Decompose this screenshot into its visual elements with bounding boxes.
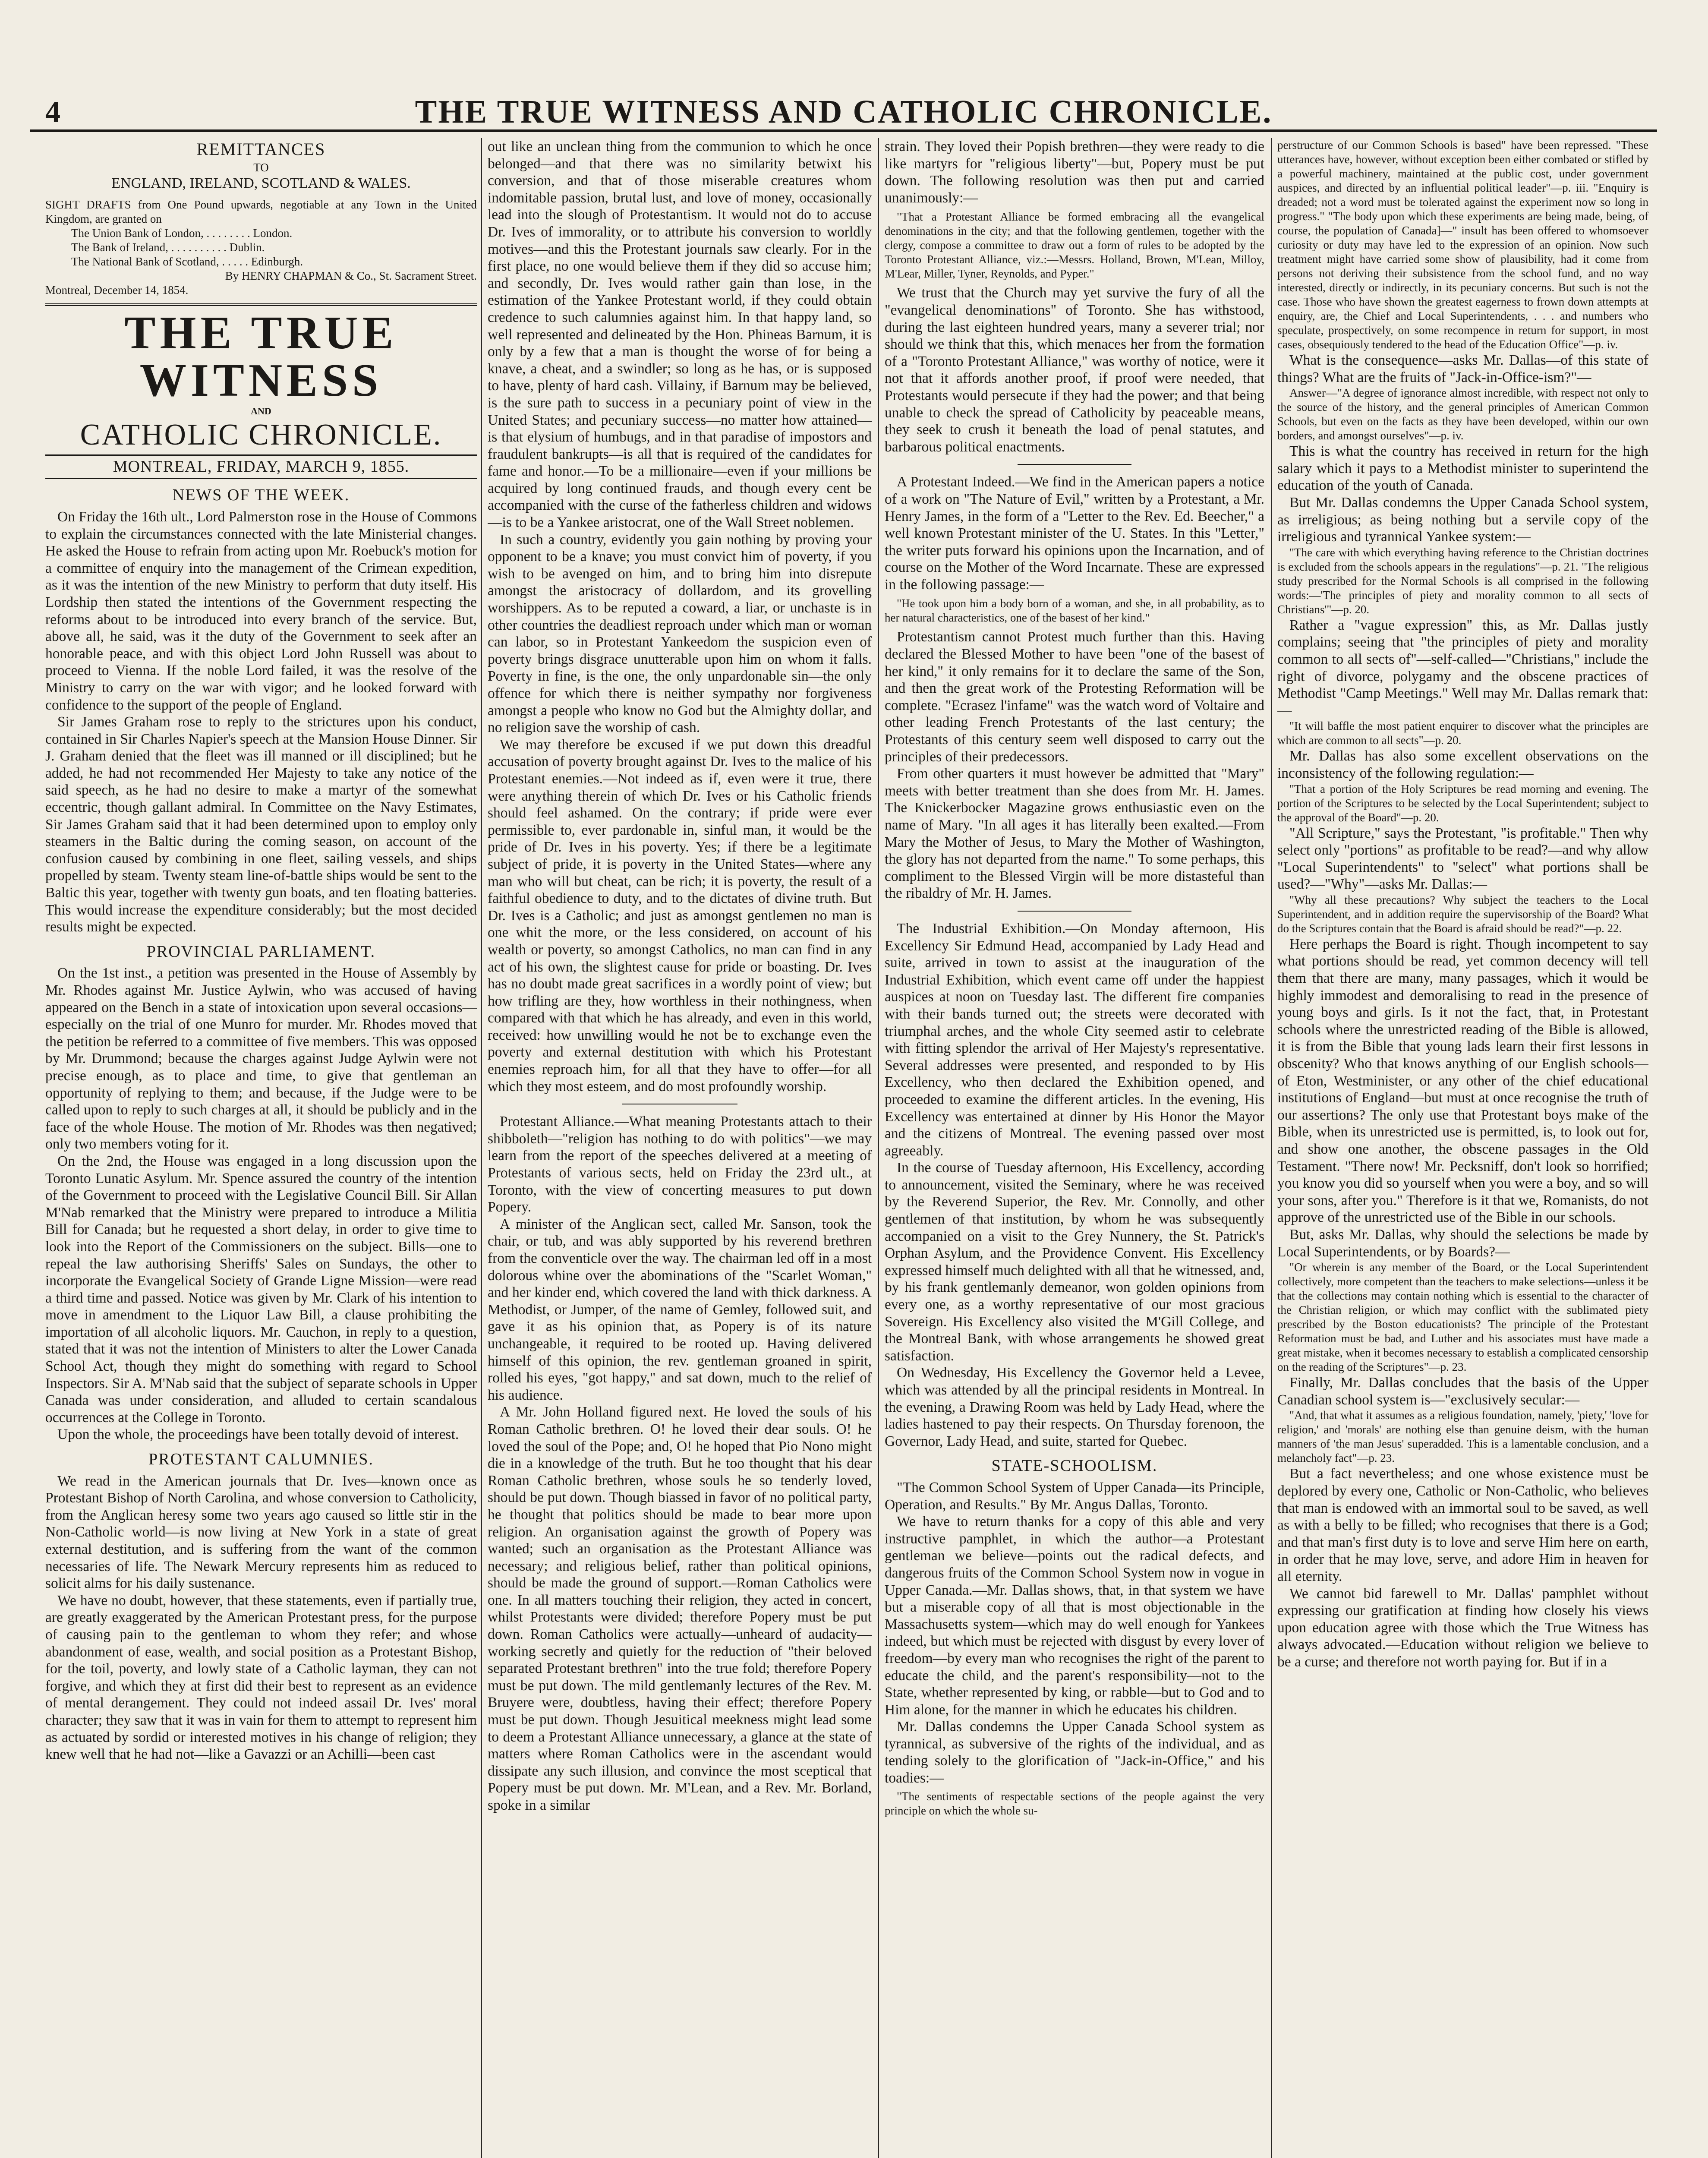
quoted-passage: "Why all these precautions? Why subject the teachers to the Local Superintendent, and in addition require the supervisorship of the Board? What do the Scriptures contain that the Board is afraid should be read?"—p. 22. [1277,893,1648,935]
quoted-passage: "It will baffle the most patient enquirer to discover what the principles are which are common to all sects"—p. 20. [1277,719,1648,747]
article-divider [1018,464,1131,465]
article-paragraph: In such a country, evidently you gain nothing by proving your opponent to be a knave; you must convict him of poverty, if you wish to be avenged on him, and to bring him into disrepute amongst the aristocracy of dollardom, and its grovelling worshippers. As to be reputed a coward, a liar, or unchaste is in other countries the deadliest reproach under which man or woman can labor, so in Protestant Yankeedom the suspicion even of poverty brings disgrace unutterable upon him on whom it falls. Poverty in fine, is the one, the only unpardonable sin—the only offence for which there is neither sympathy nor forgiveness amongst a people who know no God but the Almighty dollar, and no religion save the worship of cash. [488,531,872,736]
quoted-passage: "Or wherein is any member of the Board, or the Local Superintendent collectively, more competent than the teachers to make selections—unless it be that the collections may contain nothing which is essential to the character of the Christian religion, or which may conflict with the sublimated piety prescribed by the Boston educationists? The principle of the Protestant Reformation must be bad, and Luther and his associates must have made a great mistake, when it becomes necessary to establish a complicated censorship on the reading of the Scriptures"—p. 23. [1277,1261,1648,1374]
running-title: THE TRUE WITNESS AND CATHOLIC CHRONICLE. [415,94,1273,130]
page-header [30,91,1657,132]
article-paragraph: But Mr. Dallas condemns the Upper Canada School system, as irreligious; as being nothing but a servile copy of the irreligious and tyrannical Yankee system:— [1277,494,1648,545]
page-number: 4 [45,95,60,129]
article-paragraph: On the 1st inst., a petition was presented in the House of Assembly by Mr. Rhodes against Mr. Justice Aylwin, who was accused of having appeared on the Bench in a state of intoxication upon several occasions—especially on the trial of one Munro for murder. Mr. Rhodes moved that the petition be referred to a committee of five members. This was opposed by Mr. Drummond; because the charges against Judge Aylwin were not precise enough, as to place and time, to give that gentleman an opportunity of replying to them; and because, if the Judge were to be called upon to reply to such charges at all, it should be publicly and in the face of the whole House. The motion of Mr. Rhodes was then negatived; only two members voting for it. [45,965,477,1152]
masthead-and: AND [251,406,271,417]
article-paragraph: But, asks Mr. Dallas, why should the selections be made by Local Superintendents, or by Boards?— [1277,1226,1648,1260]
article-paragraph: A Mr. John Holland figured next. He loved the souls of his Roman Catholic brethren. O! he loved their dear souls. O! he loved the soul of the Pope; and, O! he hoped that Pio Nono might die in a knowledge of the truth. But he too thought that his dear Roman Catholic brethren, whose souls he so tenderly loved, should be put down. Though biassed in favor of no political party, he thought that politics should be made to bear more upon religion. An organisation against the growth of Popery was wanted; such an organisation as the Protestant Alliance was necessary; and religious belief, rather than political opinions, should be made the ground of support.—Roman Catholics were one. In all matters touching their religion, they acted in concert, whilst Protestants were divided; therefore Popery must be put down. Roman Catholics were actually—unheard of audacity—working secretly and quietly for the reduction of "their beloved separated Protestant brethren" into the true fold; therefore Popery must be put down. The mild gentlemanly lectures of the Rev. M. Bruyere were, doubtless, having their effect; therefore Popery must be put down. Though Jesuitical meekness might lead some to deem a Protestant Alliance unnecessary, a glance at the state of matters where Roman Catholics were in the ascendant would dissipate any such illusion, and convince the most sceptical that Popery must be put down. Mr. M'Lean, and a Rev. Mr. Borland, spoke in a similar [488,1404,872,1813]
column-2 [488,138,872,2158]
article-paragraph: Rather a "vague expression" this, as Mr. Dallas justly complains; seeing that "the principles of piety and morality common to all sects of"—self-called—"Christians," include the right of divorce, polygamy and the obscene practices of Methodist "Camp Meetings." Well may Mr. Dallas remark that:— [1277,617,1648,719]
article-paragraph: But a fact nevertheless; and one whose existence must be deplored by every one, Catholic or Non-Catholic, who believes that man is endowed with an immortal soul to be saved, as well as with a belly to be filled; who recognises that there is a God; and that man's first duty is to love and serve Him here on earth, in order that he may love, serve, and adore Him in heaven for all eternity. [1277,1466,1648,1584]
article-divider [1018,911,1131,912]
remittances-heading: REMITTANCES [196,139,326,159]
article-paragraph: This is what the country has received in return for the high salary which it pays to a Methodist minister to superintend the education of the youth of Canada. [1277,443,1648,494]
article-paragraph: We may therefore be excused if we put down this dreadful accusation of poverty brought against Dr. Ives to the malice of his Protestant enemies.—Not indeed as if, even were it true, there were anything therein of which Dr. Ives or his Catholic friends should feel ashamed. On the contrary; if pride were ever permissible to, ever pardonable in, sinful man, it would be the pride of Dr. Ives in his poverty. Yes; if there be a legitimate subject of pride, it is poverty in the United States—where any man who will but cheat, can be rich; it is poverty, the result of a faithful obedience to duty, and to the dictates of divine truth. But Dr. Ives is a Catholic; and just as amongst gentlemen no man is one whit the more, or the less considered, on account of his wealth or poverty, so amongst Catholics, no man can find in any act of his own, the slightest cause for pride or boasting. Dr. Ives has no doubt made great sacrifices in a wordly point of view; but how trifling are they, how worthless in their nothingness, when compared with that which he has already, and even in this world, received: how unwilling would he not be to exchange even the poverty and external destitution with which his Protestant enemies reproach him, for all that they have to offer—for all which they most esteem, and do most profoundly worship. [488,736,872,1095]
remittances-to: TO [253,161,269,174]
article-paragraph: On Friday the 16th ult., Lord Palmerston rose in the House of Commons to explain the circumstances connected with the late Ministerial changes. He asked the House to refrain from acting upon Mr. Roebuck's motion for a committee of enquiry into the management of the Crimean expedition, as it was the intention of the new Ministry to perform that duty itself. His Lordship then stated the intentions of the Government respecting the reforms about to be introduced into every branch of the service. But, above all, he said, was it the duty of the Government to seek after an honorable peace, and with this object Lord John Russell was about to proceed to Vienna. If the noble Lord failed, it was the resolve of the Ministry to carry on the war with vigor; and he looked forward with confidence to the support of the people of England. [45,508,477,713]
quoted-passage: "And, that what it assumes as a religious foundation, namely, 'piety,' 'love for religion,' and 'morals' are nothing else than genuine deism, with the human manners of 'the man Jesus' superadded. This is a lamentable conclusion, and a melancholy fact"—p. 23. [1277,1409,1648,1465]
article-paragraph: Mr. Dallas has also some excellent observations on the inconsistency of the following regulation:— [1277,748,1648,781]
article-paragraph: Sir James Graham rose to reply to the strictures upon his conduct, contained in Sir Charles Napier's speech at the Mansion House Dinner. Sir J. Graham denied that the fleet was ill manned or ill disciplined; but he added, he had not recommended Her Majesty to take any notice of the said speech, as he had no desire to make a martyr of the somewhat eccentric, though gallant admiral. In Committee on the Navy Estimates, Sir James Graham said that it had been determined upon to employ only steamers in the Baltic during the coming season, on account of the confusion caused by combining in one fleet, sailing vessels, and ships propelled by steam. Twenty steam line-of-battle ships would be sent to the Baltic this year, together with twenty gun boats, and ten floating batteries. This would increase the expenditure considerably; but the most decided results might be expected. [45,714,477,935]
article-paragraph: "The Common School System of Upper Canada—its Principle, Operation, and Results." By Mr. Angus Dallas, Toronto. [885,1479,1264,1513]
section-heading: STATE-SCHOOLISM. [991,1457,1158,1475]
section-heading: PROVINCIAL PARLIAMENT. [146,942,376,961]
article-paragraph: Finally, Mr. Dallas concludes that the basis of the Upper Canadian school system is—"exclusively secular:— [1277,1375,1648,1408]
article-paragraph: On Wednesday, His Excellency the Governor held a Levee, which was attended by all the principal residents in Montreal. In the evening, a Drawing Room was held by Lady Head, where the ladies hastened to pay their respects. On Thursday forenoon, the Governor, Lady Head, and suite, started for Quebec. [885,1365,1264,1449]
column-3 [885,138,1264,2158]
article-paragraph: Here perhaps the Board is right. Though incompetent to say what portions should be read, yet common decency will tell them that there are many, many passages, which it would be highly immodest and demoralising to read in the presence of young boys and girls. Is it not the fact, that, in Protestant schools where the unrestricted reading of the Bible is allowed, it is from the Bible that young lads learn their first lessons in obscenity? Who that knows anything of our English schools—of Eton, Westminister, or any other of the chief educational institutions of England—but must at once recognise the truth of our assertions? The only use that Protestant boys make of the Bible, when its unrestricted use is permitted, is, to look out for, and show one another, the obscene passages in the Old Testament. "There now! Mr. Pecksniff, don't look so horrified; you know you did so yourself when you were a boy, and so will your sons, after you." Therefore is it that we, Romanists, do not approve of the unrestricted use of the Bible in our schools. [1277,936,1648,1226]
section-heading: NEWS OF THE WEEK. [172,486,350,505]
column-4 [1277,138,1648,2158]
article-paragraph: We trust that the Church may yet survive the fury of all the "evangelical denominations" of Toronto. She has withstood, during the last eighteen hundred years, many a severer trial; nor should we think that this, which menaces her from the formation of a "Toronto Protestant Alliance," was worthy of notice, were it not that it affords another proof, if proof were needed, that Protestants would persecute if they had the power; and that being unable to check the spread of Catholicity by peaceable means, they seek to crush it beneath the load of penal statutes, and barbarous political enactments. [885,285,1264,455]
article-paragraph: Upon the whole, the proceedings have been totally devoid of interest. [57,1426,459,1443]
column-rule [481,138,482,2158]
article-paragraph: A Protestant Indeed.—We find in the American papers a notice of a work on "The Nature of Evil," written by a Protestant, a Mr. Henry James, in the form of a "Letter to the Rev. Ed. Beecher," a well known Protestant minister of the U. States. In this "Letter," the writer puts forward his opinions upon the Incarnation, and of course on the Mother of the Word Incarnate. These are expressed in the following passage:— [885,474,1264,593]
article-paragraph: strain. They loved their Popish brethren—they were ready to die like martyrs for "religious liberty"—but, Popery must be put down. The following resolution was then put and carried unanimously:— [885,139,1264,206]
article-paragraph: We have no doubt, however, that these statements, even if partially true, are greatly exaggerated by the American Protestant press, for the purpose of causing pain to the gentleman to whom they refer; and whose abandonment of ease, wealth, and social position as a Protestant Bishop, for the toil, poverty, and lowly state of a Catholic layman, they can not forgive, and which they at first did their best to represent as an evidence of mental derangement. They could not indeed assail Dr. Ives' moral character; they saw that it was in vain for them to attempt to represent him as actuated by sordid or interested motives in his change of religion; they knew well that he had not—like a Gavazzi or an Achilli—been cast [45,1592,477,1763]
quoted-passage: perstructure of our Common Schools is based" have been repressed. "These utterances have, however, without exception been either combated or stifled by a powerful machinery, maintained at the public cost, under government auspices, and directed by an influential political leader"—p. iii. "Enquiry is dreaded; not a word must be tolerated against the experiment now so long in progress." "The body upon which these experiments are being made, being, of course, the population of Canada]—" insult has been offered to whomsoever curiosity or duty may have led to the expression of an opinion. Now such treatment might have carried some show of plausibility, had it come from persons not deriving their subsistence from the school fund, and no way interested, directly or indirectly, in its pecuniary concerns. But such is not the case. Those who have shown the greatest eagerness to frown down attempts at enquiry, are, the Chief and Local Superintendents, . . . and numbers who speculate, prospectively, on some recompence in return for support, in most cases, obsequiously tendered to the head of the Education Office"—p. iv. [1277,139,1648,351]
article-paragraph: We cannot bid farewell to Mr. Dallas' pamphlet without expressing our gratification at finding how closely his views upon education agree with those which the True Witness has always advocated.—Education without religion we believe to be a curse; and therefore not worth paying for. But if in a [1277,1585,1648,1670]
quoted-passage: "The care with which everything having reference to the Christian doctrines is excluded from the schools appears in the regulations"—p. 21. "The religious study prescribed for the Normal Schools is all comprised in the following words:—'The principles of piety and morality common to all sects of Christians'"—p. 20. [1277,546,1648,616]
article-paragraph: out like an unclean thing from the communion to which he once belonged—and that there was no similarity betwixt his conversion, and that of those miserable creatures whom indomitable passion, brutal lust, and love of money, occasionally lead into the slough of Protestantism. It would not do to accuse Dr. Ives of immorality, or to attribute his conversion to worldly motives—and this the Protestant journals saw clearly. For in the first place, no one would believe them if they did so accuse him; and secondly, Dr. Ives would rather gain than lose, in the estimation of the Yankee Protestant world, if they could obtain credence to such calumnies against him. In that happy land, so well represented and delineated by the Hon. Phineas Barnum, it is only by a few that a man is thought the worse of for being a knave, a cheat, and a swindler; so long as he has, or is supposed to have, plenty of hard cash. Villainy, if Barnum may be believed, is the sure path to success in a pecuniary point of view in the United States; and pecuniary success—no matter how attained—is that elysium of humbugs, and in that paradise of impostors and fraudulent bankrupts—is all that is required of the candidates for fame and honor.—To be a millionaire—even if your millions be acquired by long continued frauds, and though every cent be accompanied with the curse of the fatherless children and widows—is to be a Yankee aristocrat, one of the Wall Street noblemen. [488,139,872,531]
quoted-passage: Answer—"A degree of ignorance almost incredible, with respect not only to the source of the history, and the general principles of American Common Schools, but even on the facts as they have been developed, within our own borders, and amongst ourselves"—p. iv. [1277,386,1648,442]
sight-drafts-notice: SIGHT DRAFTS from One Pound upwards, negotiable at any Town in the United Kingdom, are granted on [45,198,477,226]
quoted-passage: "That a portion of the Holy Scriptures be read morning and evening. The portion of the Scriptures to be selected by the Local Superintendent; subject to the approval of the Board"—p. 20. [1277,782,1648,824]
article-paragraph: We read in the American journals that Dr. Ives—known once as Protestant Bishop of North Carolina, and whose conversion to Catholicity, from the Anglican heresy some two years ago caused so little stir in the Non-Catholic world—is now living at New York in a state of great external destitution, and is suffering from the want of the common necessaries of life. The Newark Mercury represents him as reduced to solicit alms for his daily sustenance. [45,1473,477,1592]
article-paragraph: What is the consequence—asks Mr. Dallas—of this state of things? What are the fruits of "Jack-in-Office-ism?"— [1277,352,1648,385]
article-paragraph: A minister of the Anglican sect, called Mr. Sanson, took the chair, or tub, and was ably supported by his reverend brethren from the conventicle over the way. The chairman led off in a most dolorous whine over the abominations of the "Scarlet Woman," and her kinder end, which covered the land with thick darkness. A Methodist, or Jumper, of the name of Gemley, followed suit, and gave it as his opinion that, as Popery is of its nature unchangeable, it required to be rooted up. Having delivered himself of this opinion, the rev. gentleman groaned in spirit, rolled his eyes, "got happy," and sat down, much to the relief of his audience. [488,1216,872,1403]
column-1 [45,138,477,2158]
column-rule [1271,138,1272,2158]
article-paragraph: In the course of Tuesday afternoon, His Excellency, according to announcement, visited the Seminary, where he was received by the Reverend Superior, the Rev. Mr. Connolly, and other gentlemen of that institution, by whom he was subsequently accompanied on a visit to the Grey Nunnery, the St. Patrick's Orphan Asylum, and the Providence Convent. His Excellency expressed himself much delighted with all that he witnessed, and, by his frank gentlemanly demeanor, won golden opinions from every one, as a worthy representative of our most gracious Sovereign. His Excellency also visited the M'Gill College, and the Montreal Bank, with whose arrangements he showed great satisfaction. [885,1160,1264,1364]
remittances-places: ENGLAND, IRELAND, SCOTLAND & WALES. [111,175,411,191]
agent-line: By HENRY CHAPMAN & Co., St. Sacrament Street. [225,269,477,283]
article-paragraph: Protestantism cannot Protest much further than this. Having declared the Blessed Mother to have been "one of the basest of her kind," it only remains for it to declare the same of the Son, and then the great work of the Protesting Reformation will be complete. "Ecrasez l'infame" was the watch word of Voltaire and other leading French Protestants of the last century; the Protestants of this century seem well disposed to carry out the principles of their predecessors. [885,629,1264,765]
quoted-passage: "The sentiments of respectable sections of the people against the very principle on which the whole su- [885,1789,1264,1817]
issue-date: MONTREAL, FRIDAY, MARCH 9, 1855. [45,454,477,480]
article-paragraph: On the 2nd, the House was engaged in a long discussion upon the Toronto Lunatic Asylum. Mr. Spence assured the country of the intention of the Government to proceed with the Legislative Council Bill. Sir Allan M'Nab remarked that the Ministry were prepared to introduce a Militia Bill for Canada; but he requested a short delay, in order to give time to look into the Report of the Commissioners on the subject. Bills—one to repeal the law authorising Sheriffs' Sales on Sundays, the other to incorporate the Evangelical Society of Grande Ligne Mission—were read a third time and passed. Notice was given by Mr. Clark of his intention to move in amendment to the Liquor Law Bill, a clause prohibiting the importation of all alcoholic liquors. Mr. Cauchon, in reply to a question, stated that it was not the intention of Ministers to alter the Lower Canada School Act, though they might do something with regard to School Inspectors. Sir A. M'Nab said that the subject of separate schools in Upper Canada was under consideration, and alluded to certain scandalous occurrences at the College in Toronto. [45,1153,477,1426]
article-paragraph: We have to return thanks for a copy of this able and very instructive pamphlet, in which the author—a Protestant gentleman we believe—points out the radical defects, and dangerous fruits of the Common School System now in vogue in Upper Canada.—Mr. Dallas shows, that, in that system we have but a miserable copy of all that is most objectionable in the Massachusetts system—which may do well enough for Yankees indeed, but which must be rejected with disgust by every lover of freedom—by every man who recognises the right of the parent to educate the child, and the parent's responsibility—not to the State, whether represented by king, or rabble—but to God and to Him alone, for the manner in which he educates his children. [885,1514,1264,1718]
masthead-subtitle: CATHOLIC CHRONICLE. [80,418,442,451]
article-paragraph: "All Scripture," says the Protestant, "is profitable." Then why select only "portions" as profitable to be read?—and why allow "Local Superintendents" to "select" what portions shall be used?—"Why"—asks Mr. Dallas:— [1277,825,1648,893]
bank-line: The Union Bank of London, . . . . . . . . London. [71,227,293,240]
quoted-passage: "He took upon him a body born of a woman, and she, in all probability, as to her natural characteristics, one of the basest of her kind." [885,597,1264,625]
article-paragraph: The Industrial Exhibition.—On Monday afternoon, His Excellency Sir Edmund Head, accompanied by Lady Head and suite, arrived in town to assist at the inauguration of the Industrial Exhibition, which event came off under the happiest auspices at noon on Tuesday last. The different fire companies with their bands turned out; the streets were decorated with triumphal arches, and the whole City seemed astir to celebrate with fitting splendor the arrival of Her Majesty's representative. Several addresses were presented, and responded to by His Excellency, who then declared the Exhibition opened, and proceeded to examine the different articles. In the evening, His Excellency was entertained at dinner by His Honor the Mayor and the citizens of Montreal. The evening passed over most agreeably. [885,920,1264,1159]
column-rule [878,138,879,2158]
article-paragraph: From other quarters it must however be admitted that "Mary" meets with better treatment than she does from Mr. H. James. The Knickerbocker Magazine grows enthusiastic even on the name of Mary. "In all ages it has literally been exalted.—From Mary the Mother of Jesus, to Mary the Mother of Washington, the glory has not departed from the name." To some perhaps, this compliment to the Blessed Virgin will be more distasteful than the ribaldry of Mr. H. James. [885,766,1264,902]
quoted-resolution: "That a Protestant Alliance be formed embracing all the evangelical denominations in the city; and that the following gentlemen, together with the clergy, compose a committee to draw out a form of rules to be adopted by the Toronto Protestant Alliance, viz.:—Messrs. Holland, Brown, M'Lean, Milloy, M'Lear, Miller, Tyner, Reynolds, and Pyper." [885,210,1264,281]
article-paragraph: Mr. Dallas condemns the Upper Canada School system as tyrannical, as subversive of the rights of the individual, and as tending solely to the glorification of "Jack-in-Office," and his toadies:— [885,1719,1264,1786]
bank-line: The National Bank of Scotland, . . . . . Edinburgh. [71,255,303,268]
section-heading: PROTESTANT CALUMNIES. [148,1450,374,1469]
article-paragraph: Protestant Alliance.—What meaning Protestants attach to their shibboleth—"religion has nothing to do with politics"—we may learn from the report of the speeches delivered at a meeting of Protestants of various sects, held on Friday the 23rd ult., at Toronto, with the view of concerting measures to put down Popery. [488,1114,872,1215]
masthead-title: THE TRUE WITNESS [45,303,477,404]
bank-line: The Bank of Ireland, . . . . . . . . . . Dublin. [71,241,265,254]
agent-date: Montreal, December 14, 1854. [45,284,189,297]
